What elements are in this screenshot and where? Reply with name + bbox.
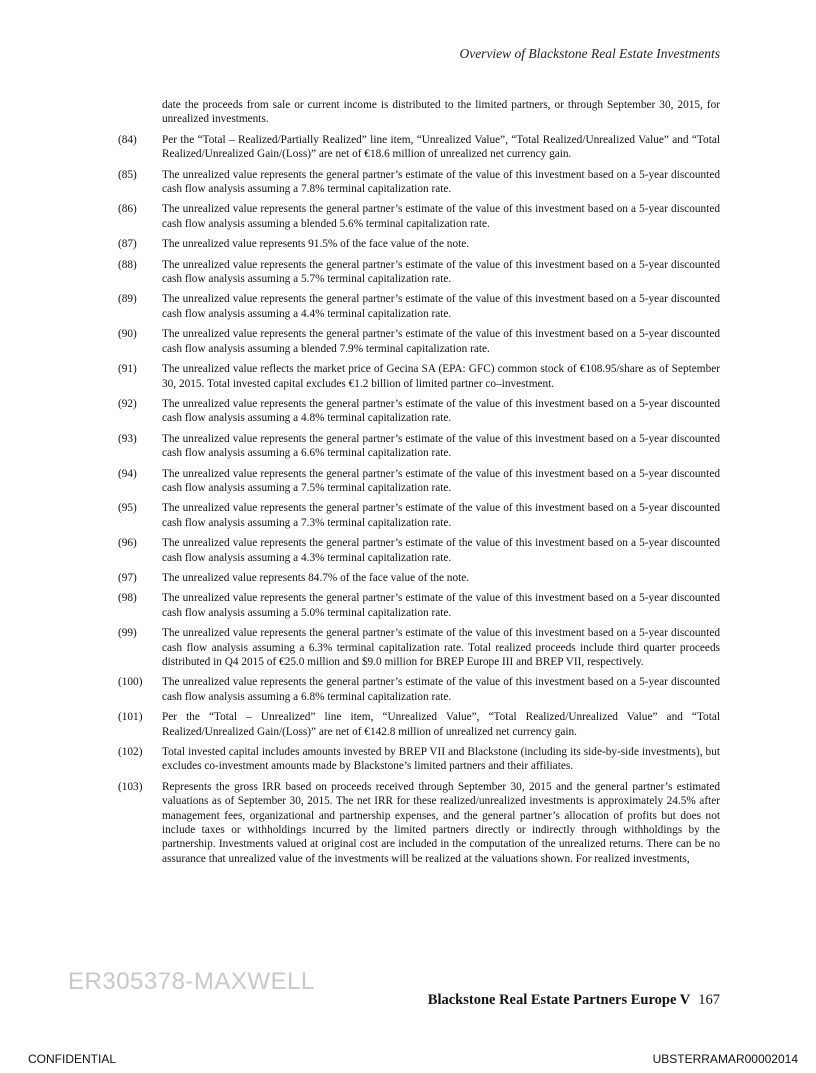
footnote-text: Per the “Total – Unrealized” line item, “Unrealized Value”, “Total Realized/Unrealized Value” and “Total Realized/Unrealized Gain/(Loss)” are net of €142.8 million of unrealized net currency gain. (162, 711, 720, 738)
footnote-number: (97) (118, 571, 137, 584)
footnote-text: The unrealized value represents the general partner’s estimate of the value of this investment based on a 5-year discounted cash flow analysis assuming a 7.8% terminal capitalization rate. (162, 168, 720, 196)
footnote (118, 467, 720, 496)
footnote (118, 571, 720, 585)
bates-number: UBSTERRAMAR00002014 (652, 1052, 798, 1066)
footnotes (118, 98, 720, 872)
footnote-number: (102) (118, 746, 143, 759)
footnote-number: (86) (118, 203, 137, 216)
footnote-text: Total invested capital includes amounts invested by BREP VII and Blackstone (including its side-by-side investments), but excludes co-investment amounts made by Blackstone’s limited partners and their affiliates. (162, 746, 720, 773)
footnote-number: (94) (118, 467, 137, 480)
footnote (118, 258, 720, 287)
footnote-number: (98) (118, 592, 137, 605)
footnote-text: The unrealized value represents the general partner’s estimate of the value of this investment based on a 5-year discounted cash flow analysis assuming a 5.0% terminal capitalization rate. (162, 592, 720, 619)
footnote (118, 292, 720, 321)
footnote-number: (95) (118, 502, 137, 515)
footnote-text: The unrealized value represents the general partner’s estimate of the value of this investment based on a 5-year discounted cash flow analysis assuming a 4.8% terminal capitalization rate. (162, 397, 720, 425)
footnote (118, 168, 720, 197)
footnote-text: The unrealized value represents the general partner’s estimate of the value of this investment based on a 5-year discounted cash flow analysis assuming a 6.6% terminal capitalization rate. (162, 432, 720, 460)
footnote-number: (92) (118, 397, 137, 410)
footnote (118, 397, 720, 426)
footnote-number: (96) (118, 537, 137, 550)
footnote (118, 432, 720, 461)
footnote (118, 327, 720, 356)
continued-footnote-text: date the proceeds from sale or current income is distributed to the limited partners, or through September 30, 2015, for unrealized investments. (162, 99, 720, 126)
footnote-text: The unrealized value represents 84.7% of the face value of the note. (162, 571, 470, 584)
footnote (118, 133, 720, 162)
confidential-label: CONFIDENTIAL (28, 1052, 117, 1066)
footnote (118, 745, 720, 774)
footnote-text: The unrealized value represents the general partner’s estimate of the value of this investment based on a 5-year discounted cash flow analysis assuming a 6.8% terminal capitalization rate. (162, 676, 720, 703)
footnote-number: (99) (118, 627, 137, 640)
footnote-text: The unrealized value represents the general partner’s estimate of the value of this investment based on a 5-year discounted cash flow analysis assuming a 5.7% terminal capitalization rate. (162, 258, 720, 286)
footnote (118, 501, 720, 530)
running-header: Overview of Blackstone Real Estate Investments (459, 46, 720, 61)
page-footer (428, 992, 720, 1009)
footnote-text: The unrealized value represents the general partner’s estimate of the value of this investment based on a 5-year discounted cash flow analysis assuming a 6.3% terminal capitalization rate. Total realized proceeds include third quarter proceeds distributed in Q4 2015 of €25.0 million and $9.0 million for BREP Europe III and BREP VII, respectively. (162, 627, 720, 668)
footnote-text: The unrealized value represents 91.5% of the face value of the note. (162, 238, 470, 251)
footnote-number: (84) (118, 133, 137, 146)
footnote-number: (103) (118, 780, 143, 793)
footnote-text: The unrealized value represents the general partner’s estimate of the value of this investment based on a 5-year discounted cash flow analysis assuming a 4.4% terminal capitalization rate. (162, 293, 720, 320)
footnote-number: (88) (118, 258, 137, 271)
footnote (118, 780, 720, 866)
footnote (118, 536, 720, 565)
footnote-number: (89) (118, 293, 137, 306)
footnote-number: (101) (118, 711, 143, 724)
footnote-text: Represents the gross IRR based on proceeds received through September 30, 2015 and the general partner’s estimated valuations as of September 30, 2015. The net IRR for these realized/unrealized investments is approximately 24.5% after management fees, organizational and partnership expenses, and the general partner’s allocation of profits but does not include taxes or withholdings incurred by the limited partners directly or indirectly through withholdings by the partnership. Investments valued at original cost are included in the computation of the unrealized returns. There can be no assurance that unrealized value of the investments will be realized at the valuations shown. For realized investments, (162, 780, 720, 865)
footnote (118, 710, 720, 739)
footnote-text: The unrealized value represents the general partner’s estimate of the value of this investment based on a 5-year discounted cash flow analysis assuming a blended 5.6% terminal capitalization rate. (162, 203, 720, 230)
footnote (118, 675, 720, 704)
footnote-number: (87) (118, 238, 137, 251)
footnote (118, 591, 720, 620)
footnote-text: The unrealized value represents the general partner’s estimate of the value of this investment based on a 5-year discounted cash flow analysis assuming a 7.5% terminal capitalization rate. (162, 467, 720, 494)
watermark-stamp: ER305378-MAXWELL (68, 968, 315, 995)
footnote-number: (93) (118, 432, 137, 445)
footnote-text: The unrealized value represents the general partner’s estimate of the value of this investment based on a 5-year discounted cash flow analysis assuming a 4.3% terminal capitalization rate. (162, 537, 720, 564)
footnote-number: (100) (118, 676, 143, 689)
footer-title: Blackstone Real Estate Partners Europe V (427, 992, 691, 1008)
footnote-text: The unrealized value reflects the market price of Gecina SA (EPA: GFC) common stock of €108.95/share as of September 30, 2015. Total invested capital excludes €1.2 billion of limited partner co–investment. (162, 363, 720, 390)
footnote-number: (85) (118, 168, 137, 181)
footnote (118, 237, 720, 251)
footnote-text: The unrealized value represents the general partner’s estimate of the value of this investment based on a 5-year discounted cash flow analysis assuming a 7.3% terminal capitalization rate. (162, 502, 720, 529)
footnote-number: (90) (118, 328, 137, 341)
footnote (118, 626, 720, 669)
page-number: 167 (698, 992, 720, 1008)
footnote-text: The unrealized value represents the general partner’s estimate of the value of this investment based on a 5-year discounted cash flow analysis assuming a blended 7.9% terminal capitalization rate. (162, 328, 720, 355)
footnote (118, 362, 720, 391)
footnote (118, 202, 720, 231)
footnote-text: Per the “Total – Realized/Partially Realized” line item, “Unrealized Value”, “Total Realized/Unrealized Value” and “Total Realized/Unrealized Gain/(Loss)” are net of €18.6 million of unrealized net currency gain. (162, 133, 720, 161)
footnote-number: (91) (118, 363, 137, 376)
